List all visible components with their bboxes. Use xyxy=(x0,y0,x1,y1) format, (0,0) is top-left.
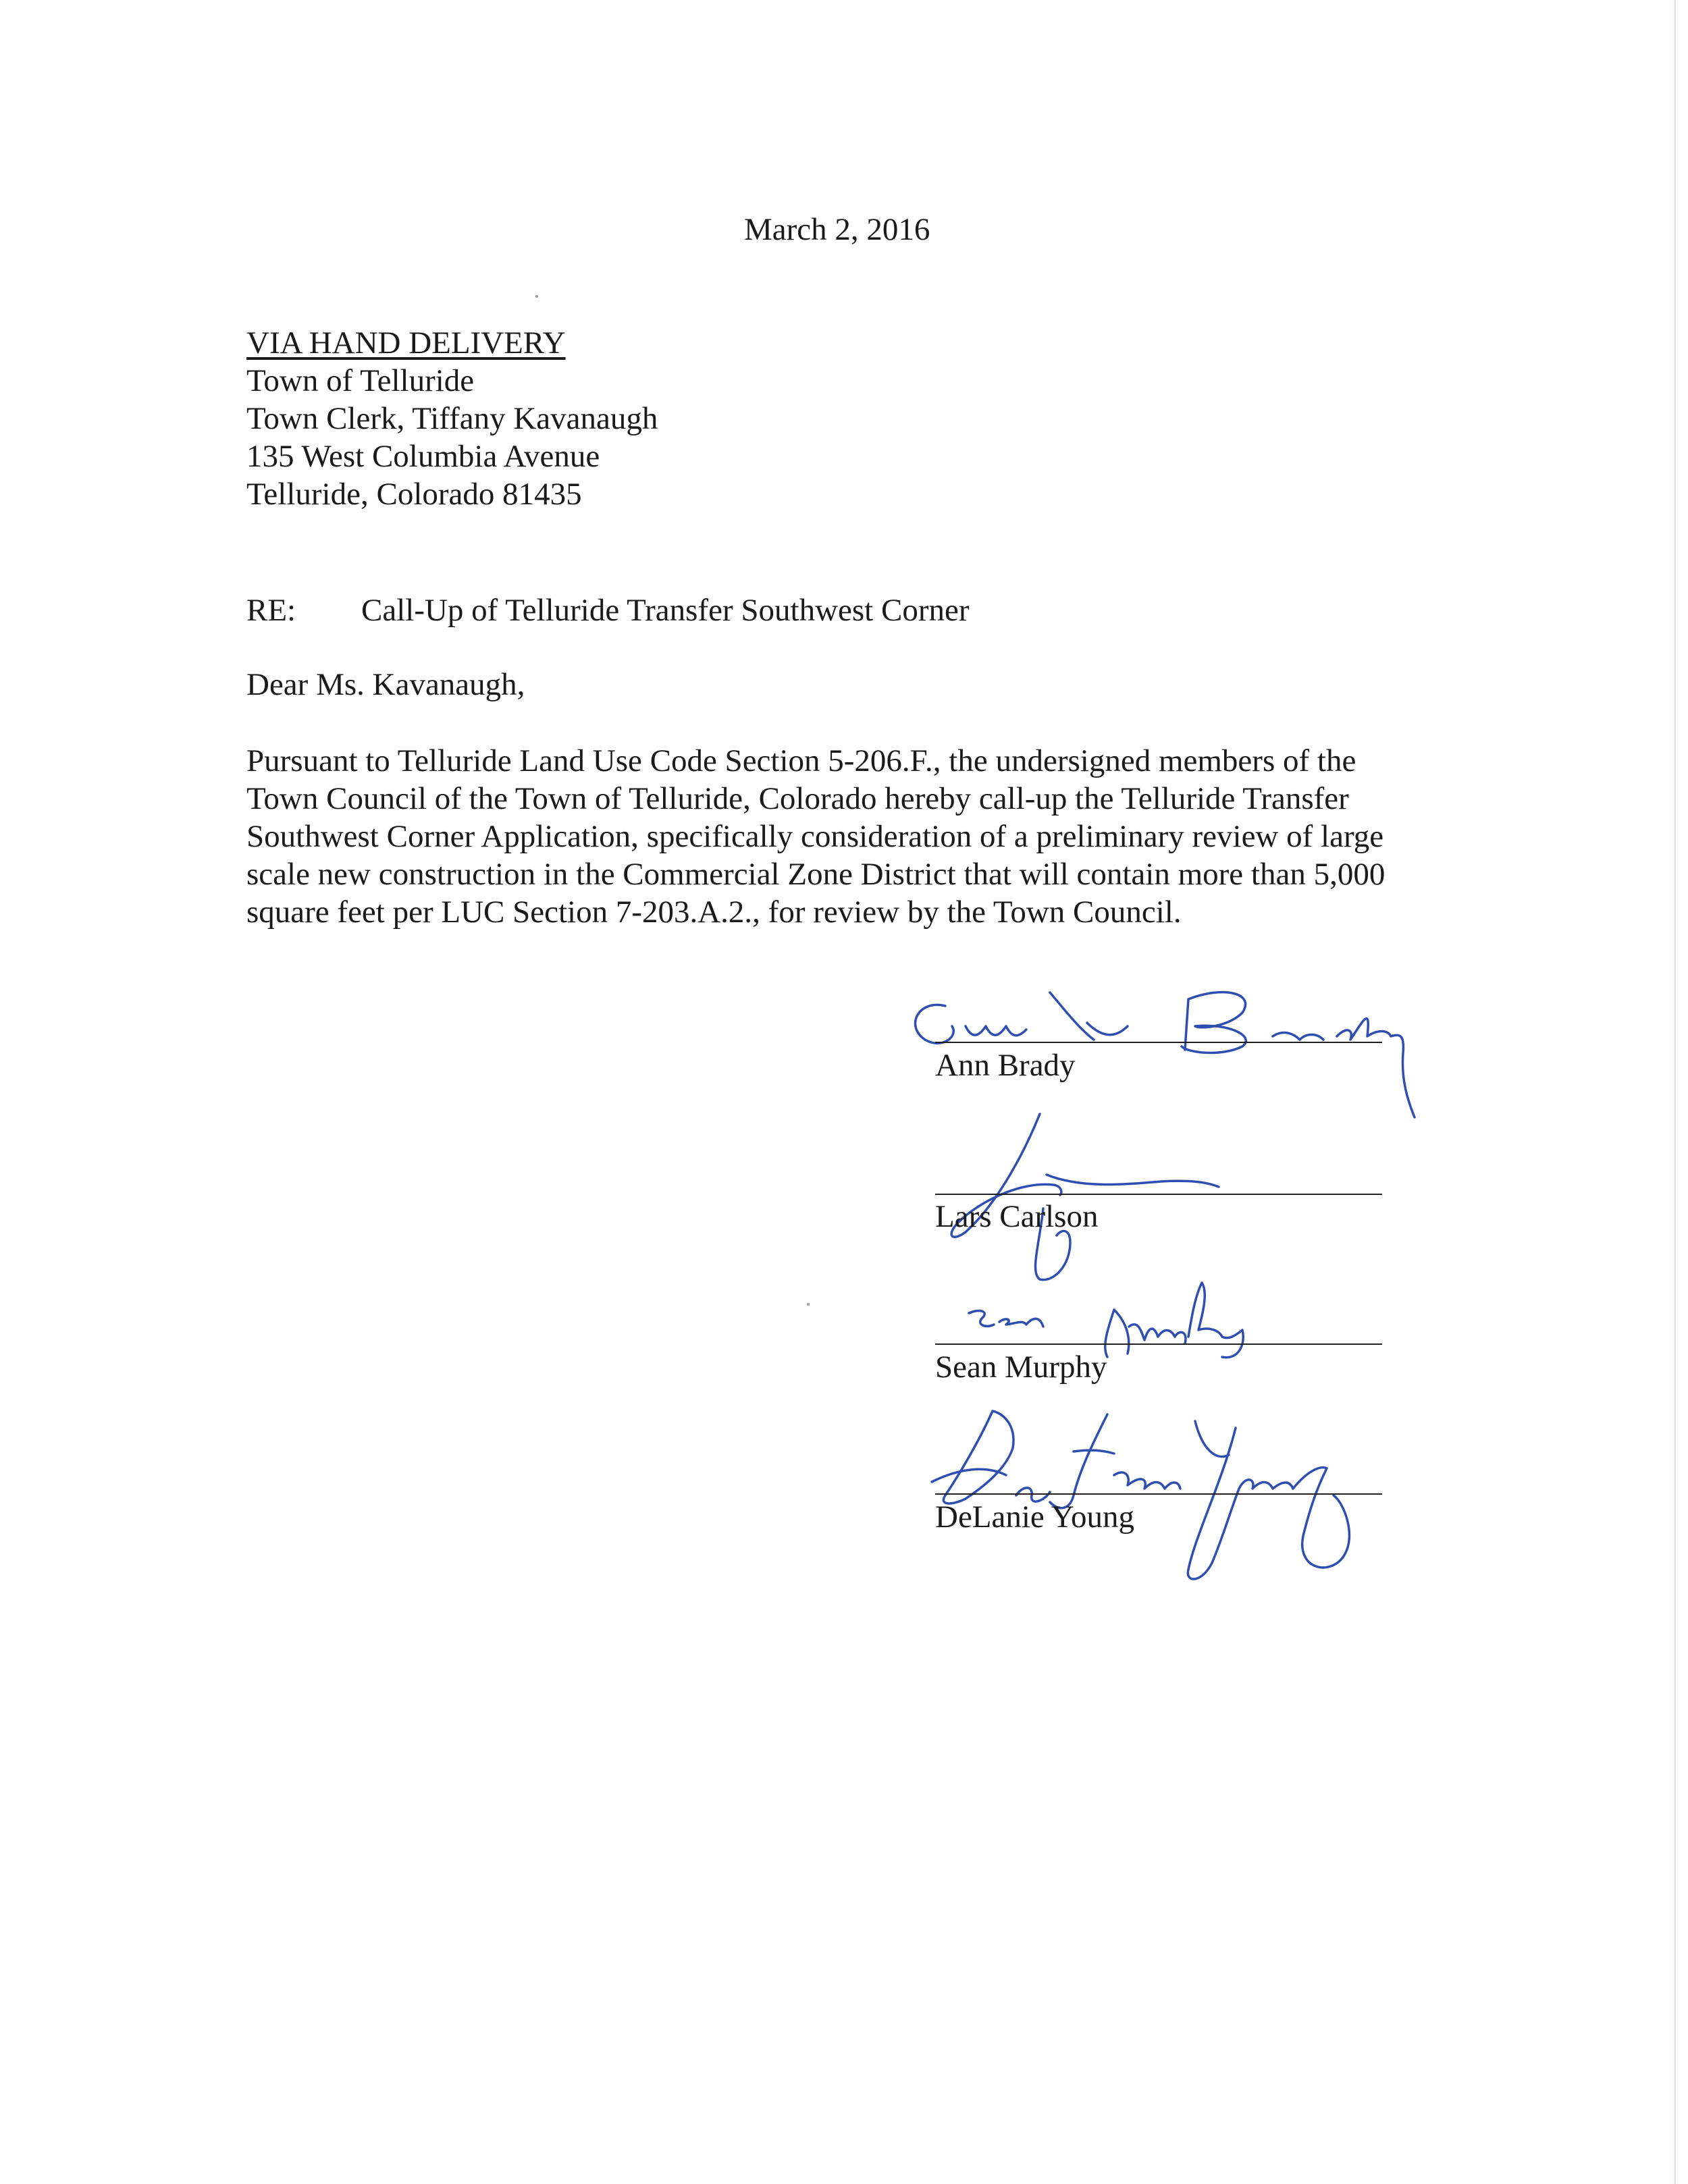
recipient-organization: Town of Telluride xyxy=(246,363,475,398)
signatory-name: Lars Carlson xyxy=(935,1199,1099,1234)
letter-date: March 2, 2016 xyxy=(744,212,930,247)
signature-line-delanie-young xyxy=(935,1493,1382,1495)
recipient-city-state-zip: Telluride, Colorado 81435 xyxy=(246,477,582,512)
recipient-address-block xyxy=(246,324,658,513)
body-line: scale new construction in the Commercial Zone District that will contain more than 5,000 xyxy=(246,857,1386,892)
signature-line-lars-carlson xyxy=(935,1194,1382,1195)
re-subject: Call-Up of Telluride Transfer Southwest Corner xyxy=(361,593,970,628)
body-paragraph xyxy=(246,742,1475,931)
handwritten-signature-delanie-young xyxy=(905,1401,1458,1590)
body-line: Town Council of the Town of Telluride, Colorado hereby call-up the Telluride Transfer xyxy=(246,781,1349,816)
delivery-method: VIA HAND DELIVERY xyxy=(246,325,566,361)
body-line: Pursuant to Telluride Land Use Code Section 5-206.F., the undersigned members of the xyxy=(246,743,1356,778)
signatory-name: Sean Murphy xyxy=(935,1350,1107,1385)
body-line: square feet per LUC Section 7-203.A.2., for review by the Town Council. xyxy=(246,895,1182,930)
salutation: Dear Ms. Kavanaugh, xyxy=(246,667,525,702)
body-line: Southwest Corner Application, specifically consideration of a preliminary review of large xyxy=(246,819,1384,854)
signature-line-sean-murphy xyxy=(935,1343,1382,1345)
re-line xyxy=(246,591,969,629)
scan-edge-line xyxy=(1674,0,1676,2184)
recipient-street: 135 West Columbia Avenue xyxy=(246,439,600,474)
scan-speck xyxy=(535,295,538,298)
signature-line-ann-brady xyxy=(935,1042,1382,1043)
signatory-name: Ann Brady xyxy=(935,1048,1076,1083)
scan-speck xyxy=(807,1303,810,1306)
re-label: RE: xyxy=(246,593,296,628)
signatory-name: DeLanie Young xyxy=(935,1499,1135,1535)
recipient-attention: Town Clerk, Tiffany Kavanaugh xyxy=(246,401,658,436)
handwritten-signature-lars-carlson xyxy=(905,1107,1458,1283)
